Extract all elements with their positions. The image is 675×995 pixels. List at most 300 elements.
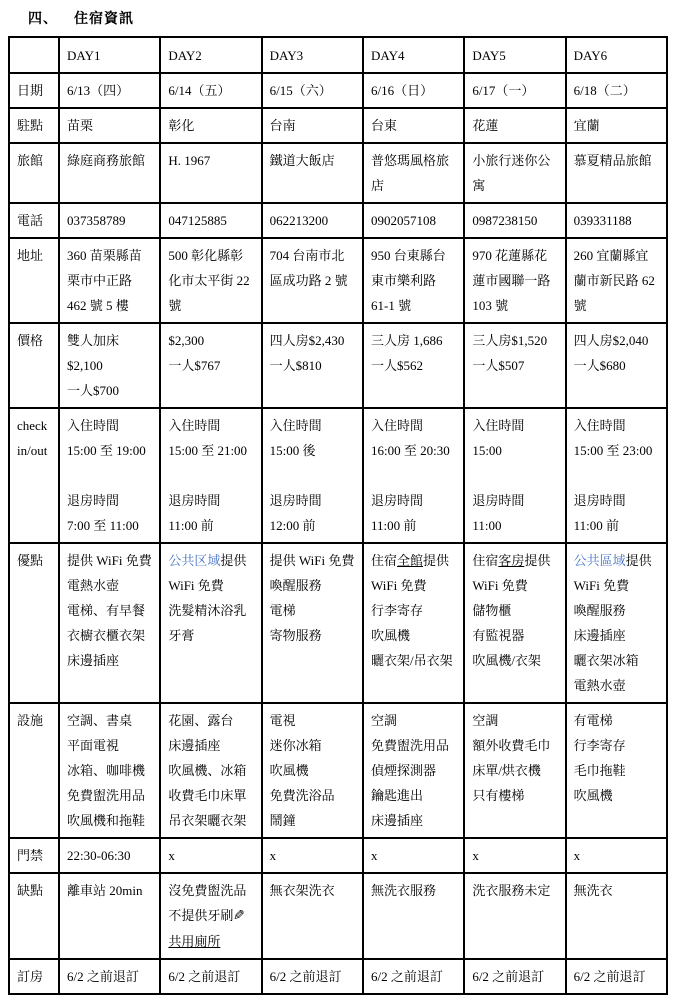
text-segment: 只有樓梯 [472,788,525,803]
cell-line [574,708,659,733]
text-segment: 床單/烘衣機 [472,763,541,778]
cell-line [371,463,456,488]
text-segment: 吹風機 [370,628,410,643]
cell-line [574,573,659,598]
cell-line [371,148,456,198]
cell-line [371,758,456,783]
table-cell [566,408,667,543]
table-cell [262,323,363,408]
cell-line [574,113,659,138]
cell-line [168,573,253,598]
table-cell [566,143,667,203]
text-segment: 不提供牙刷 [168,908,234,923]
text-segment: 電視 [269,713,296,728]
cell-line [371,878,456,903]
cell-line [371,513,456,538]
cell-line [67,488,152,513]
column-header-day3: DAY3 [262,37,363,73]
text-segment: 11:00 前 [370,518,417,533]
cell-line [168,783,253,808]
cell-line [270,243,355,293]
text-segment: 提供 [625,553,652,568]
row-label-facilities: 設施 [9,703,59,838]
row-label-hotel: 旅館 [9,143,59,203]
lodging-table [8,36,668,995]
table-cell [160,873,261,959]
text-segment: 退房時間 [269,493,322,508]
table-cell [464,959,565,994]
table-cell [464,408,565,543]
cell-line [472,548,557,573]
cell-line [574,243,659,318]
cell-line [270,758,355,783]
text-segment: 吹風機、冰箱 [168,763,247,778]
text-segment: 提供 WiFi 免費 [67,553,152,568]
table-cell [160,703,261,838]
cell-line [574,598,659,623]
table-body [9,73,667,994]
cell-line [270,113,355,138]
cell-line [67,208,152,233]
cell-line [67,513,152,538]
text-segment: 退房時間 [472,493,525,508]
cell-line [472,513,557,538]
text-segment: 6/2 之前退訂 [573,969,646,984]
text-segment: 普悠瑪風格旅店 [370,153,449,193]
cell-line [270,623,355,648]
table-row-check-in-out [9,408,667,543]
cell-line [67,708,152,733]
cell-line [168,598,253,623]
text-segment: 6/16（日） [370,83,434,98]
page-title [8,5,668,36]
column-header-day6: DAY6 [566,37,667,73]
text-segment: 無洗衣服務 [370,883,436,898]
table-cell [566,838,667,873]
cell-line [472,733,557,758]
text-segment: WiFi 免費 [472,578,528,593]
text-segment: 退房時間 [67,493,120,508]
cell-line [270,353,355,378]
text-segment: 260 宜蘭縣宜蘭市新民路 62 號 [573,248,655,313]
text-segment: 704 台南市北區成功路 2 號 [269,248,348,288]
cell-line [472,573,557,598]
text-segment: 6/2 之前退訂 [472,969,545,984]
text-segment: 7:00 至 11:00 [67,518,139,533]
text-segment: 空調 [370,713,397,728]
table-cell [262,408,363,543]
table-row-pros [9,543,667,703]
table-cell [464,143,565,203]
table-cell [363,143,464,203]
cell-line [371,413,456,438]
cell-line [472,328,557,353]
text-segment: 退房時間 [573,493,626,508]
text-segment: 970 花蓮縣花蓮市國聯一路 103 號 [472,248,551,313]
table-row-hotel [9,143,667,203]
text-segment: 四人房$2,430 [269,333,345,348]
text-segment: 電梯、有早餐 [67,603,146,618]
cell-line [472,78,557,103]
table-cell [262,703,363,838]
cell-line [67,648,152,673]
text-segment: 住宿 [472,553,499,568]
cell-line [472,208,557,233]
text-segment: 偵煙探測器 [370,763,436,778]
text-segment: 客房 [498,553,525,568]
text-segment: 床邊插座 [67,653,120,668]
cell-line [371,733,456,758]
text-segment: 公共區域 [573,553,626,568]
row-label-cons: 缺點 [9,873,59,959]
table-row-price [9,323,667,408]
cell-line [168,964,253,989]
text-segment: 無洗衣 [573,883,613,898]
cell-line [270,808,355,833]
text-segment: 950 台東縣台東市樂利路 61-1 號 [370,248,446,313]
table-cell [363,203,464,238]
text-segment: 床邊插座 [370,813,423,828]
cell-line [371,353,456,378]
cell-line [574,78,659,103]
text-segment: 入住時間 [573,418,626,433]
cell-line [168,78,253,103]
text-segment: 床邊插座 [573,628,626,643]
row-label-check-in-out: check in/out [9,408,59,543]
text-segment: x [168,848,175,863]
text-segment: 一人$562 [370,358,423,373]
text-segment: 電熱水壺 [573,678,626,693]
cell-line [574,463,659,488]
text-segment: 小旅行迷你公寓 [472,153,551,193]
cell-line [67,573,152,598]
cell-line [168,758,253,783]
cell-line [472,878,557,903]
cell-line [168,488,253,513]
table-cell [59,543,160,703]
table-cell [59,323,160,408]
cell-line [67,964,152,989]
text-segment: 牙膏 [168,628,195,643]
text-segment: 免費盥洗用品 [370,738,449,753]
cell-line [270,708,355,733]
text-segment: 空調、書桌 [67,713,133,728]
table-cell [566,203,667,238]
cell-line [168,353,253,378]
text-segment: 花園、露台 [168,713,234,728]
cell-line [574,413,659,438]
cell-line [168,208,253,233]
table-row-facilities [9,703,667,838]
table-cell [566,323,667,408]
cell-line [270,783,355,808]
pencil-icon: ✎ [233,909,246,924]
cell-line [472,648,557,673]
text-segment: 16:00 至 20:30 [370,443,450,458]
text-segment: 行李寄存 [370,603,423,618]
cell-line [270,463,355,488]
cell-line [472,623,557,648]
cell-line [371,208,456,233]
text-segment: 15:00 後 [269,443,316,458]
table-row-cons [9,873,667,959]
table-cell [59,238,160,323]
text-segment: 一人$767 [168,358,221,373]
cell-line [371,438,456,463]
table-cell [464,108,565,143]
table-cell [160,838,261,873]
text-segment: 曬衣架/吊衣架 [370,653,453,668]
text-segment: 衣櫥衣櫃衣架 [67,628,146,643]
table-cell [363,838,464,873]
text-segment: 退房時間 [168,493,221,508]
table-row-address [9,238,667,323]
table-cell [464,543,565,703]
text-segment: x [472,848,479,863]
table-cell [262,543,363,703]
cell-line [472,353,557,378]
text-segment: 12:00 前 [269,518,316,533]
table-cell [262,203,363,238]
table-cell [262,959,363,994]
cell-line [574,783,659,808]
text-segment: 6/13（四） [67,83,130,98]
cell-line [371,964,456,989]
cell-line [168,413,253,438]
cell-line [472,708,557,733]
text-segment: 行李寄存 [573,738,626,753]
text-segment: 062213200 [269,213,329,228]
text-segment: 15:00 至 21:00 [168,443,248,458]
cell-line [67,438,152,463]
table-cell [464,873,565,959]
table-cell [59,408,160,543]
cell-line [574,353,659,378]
text-segment: 6/14（五） [168,83,231,98]
text-segment: 提供 [220,553,247,568]
cell-line [168,113,253,138]
cell-line [270,548,355,573]
table-cell [363,543,464,703]
cell-line [472,148,557,198]
text-segment: 鬧鐘 [269,813,296,828]
header-row [9,37,667,73]
cell-line [270,78,355,103]
text-segment: x [573,848,581,863]
text-segment: 入住時間 [370,418,423,433]
text-segment: 四人房$2,040 [573,333,649,348]
table-cell [160,408,261,543]
cell-line [67,413,152,438]
text-segment: 6/18（二） [573,83,636,98]
text-segment: 0902057108 [370,213,436,228]
text-segment: 吹風機 [573,788,613,803]
cell-line [270,964,355,989]
cell-line [472,243,557,318]
text-segment: 一人$700 [67,383,120,398]
text-segment: 床邊插座 [168,738,221,753]
row-label-date: 日期 [9,73,59,108]
text-segment: 11:00 [472,518,502,533]
cell-line [472,783,557,808]
text-segment: 喚醒服務 [269,578,322,593]
text-segment: 6/2 之前退訂 [67,969,139,984]
cell-line [270,488,355,513]
table-cell [59,73,160,108]
text-segment: 電熱水壺 [67,578,120,593]
table-cell [566,873,667,959]
text-segment: 雙人加床$2,100 [67,333,120,373]
table-cell [59,203,160,238]
cell-line [574,733,659,758]
cell-line [574,148,659,173]
cell-line [371,708,456,733]
text-segment: 吹風機 [269,763,309,778]
text-segment: 額外收費毛巾 [472,738,551,753]
cell-line [270,328,355,353]
text-segment: 彰化 [168,118,195,133]
text-segment: 台東 [370,118,397,133]
cell-line [168,243,253,318]
text-segment: 宜蘭 [573,118,600,133]
table-cell [59,959,160,994]
text-segment: 039331188 [573,213,632,228]
table-cell [363,408,464,543]
table-cell [262,238,363,323]
cell-line [168,843,253,868]
table-cell [59,143,160,203]
text-segment: 台南 [269,118,296,133]
table-cell [59,108,160,143]
text-segment: 鐵道大飯店 [269,153,335,168]
table-row-base [9,108,667,143]
text-segment: 洗髮精沐浴乳 [168,603,247,618]
title-number: 四、 [28,12,58,27]
cell-line [67,243,152,318]
cell-line [270,878,355,903]
text-segment: 空調 [472,713,499,728]
table-cell [59,703,160,838]
table-cell [160,238,261,323]
cell-line [67,733,152,758]
text-segment: 15:00 至 19:00 [67,443,146,458]
text-segment: 0987238150 [472,213,538,228]
text-segment: 6/2 之前退訂 [168,969,241,984]
cell-line [67,878,152,903]
text-segment: 儲物櫃 [472,603,512,618]
text-segment: 037358789 [67,213,126,228]
row-label-pros: 優點 [9,543,59,703]
text-segment: 毛巾拖鞋 [573,763,626,778]
cell-line [270,438,355,463]
text-segment: 11:00 前 [573,518,620,533]
text-segment: WiFi 免費 [168,578,224,593]
cell-line [168,513,253,538]
table-cell [566,543,667,703]
text-segment: 退房時間 [370,493,423,508]
cell-line [168,328,253,353]
table-cell [262,143,363,203]
text-segment: 500 彰化縣彰化市太平街 22 號 [168,248,250,313]
table-cell [566,73,667,108]
text-segment: 花蓮 [472,118,499,133]
table-cell [160,73,261,108]
text-segment: H. 1967 [168,153,211,168]
cell-line [270,598,355,623]
table-cell [464,238,565,323]
column-header-day2: DAY2 [160,37,261,73]
cell-line [574,438,659,463]
text-segment: 離車站 20min [67,883,143,898]
cell-line [168,929,253,954]
table-cell [262,838,363,873]
text-segment: 22:30-06:30 [67,848,131,863]
cell-line [472,964,557,989]
text-segment: 綠庭商務旅館 [67,153,146,168]
table-cell [262,873,363,959]
cell-line [168,878,253,903]
text-segment: 苗栗 [67,118,94,133]
row-label-base: 駐點 [9,108,59,143]
text-segment: 入住時間 [67,418,120,433]
table-cell [160,959,261,994]
cell-line [574,548,659,573]
cell-line [371,113,456,138]
cell-line [371,598,456,623]
text-segment: 曬衣架冰箱 [573,653,639,668]
text-segment: 入住時間 [168,418,221,433]
text-segment: 三人房 1,686 [370,333,443,348]
table-row-booking [9,959,667,994]
cell-line [67,113,152,138]
cell-line [270,513,355,538]
cell-line [472,843,557,868]
cell-line [270,843,355,868]
row-label-price: 價格 [9,323,59,408]
text-segment: x [269,848,277,863]
row-label-phone: 電話 [9,203,59,238]
text-segment: 吹風機/衣架 [472,653,541,668]
cell-line [472,113,557,138]
text-segment: x [370,848,378,863]
cell-line [371,648,456,673]
cell-line [67,148,152,173]
cell-line [574,843,659,868]
cell-line [472,598,557,623]
cell-line [371,573,456,598]
text-segment: 免費洗浴品 [269,788,335,803]
text-segment: 一人$507 [472,358,525,373]
table-cell [566,108,667,143]
text-segment: 提供 [423,553,450,568]
text-segment: 三人房$1,520 [472,333,548,348]
cell-line [574,648,659,673]
cell-line [168,903,253,929]
cell-line [574,878,659,903]
text-segment: 收費毛巾床單 [168,788,247,803]
cell-line [472,488,557,513]
table-cell [363,959,464,994]
text-segment: 沒免費盥洗品 [168,883,247,898]
text-segment: 360 苗栗縣苗栗市中正路 462 號 5 樓 [67,248,142,313]
text-segment: 全館 [397,553,424,568]
text-segment: 鑰匙進出 [370,788,423,803]
cell-line [371,623,456,648]
cell-line [270,413,355,438]
text-segment: 慕夏精品旅館 [573,153,652,168]
table-cell [464,703,565,838]
text-segment: 一人$680 [573,358,626,373]
